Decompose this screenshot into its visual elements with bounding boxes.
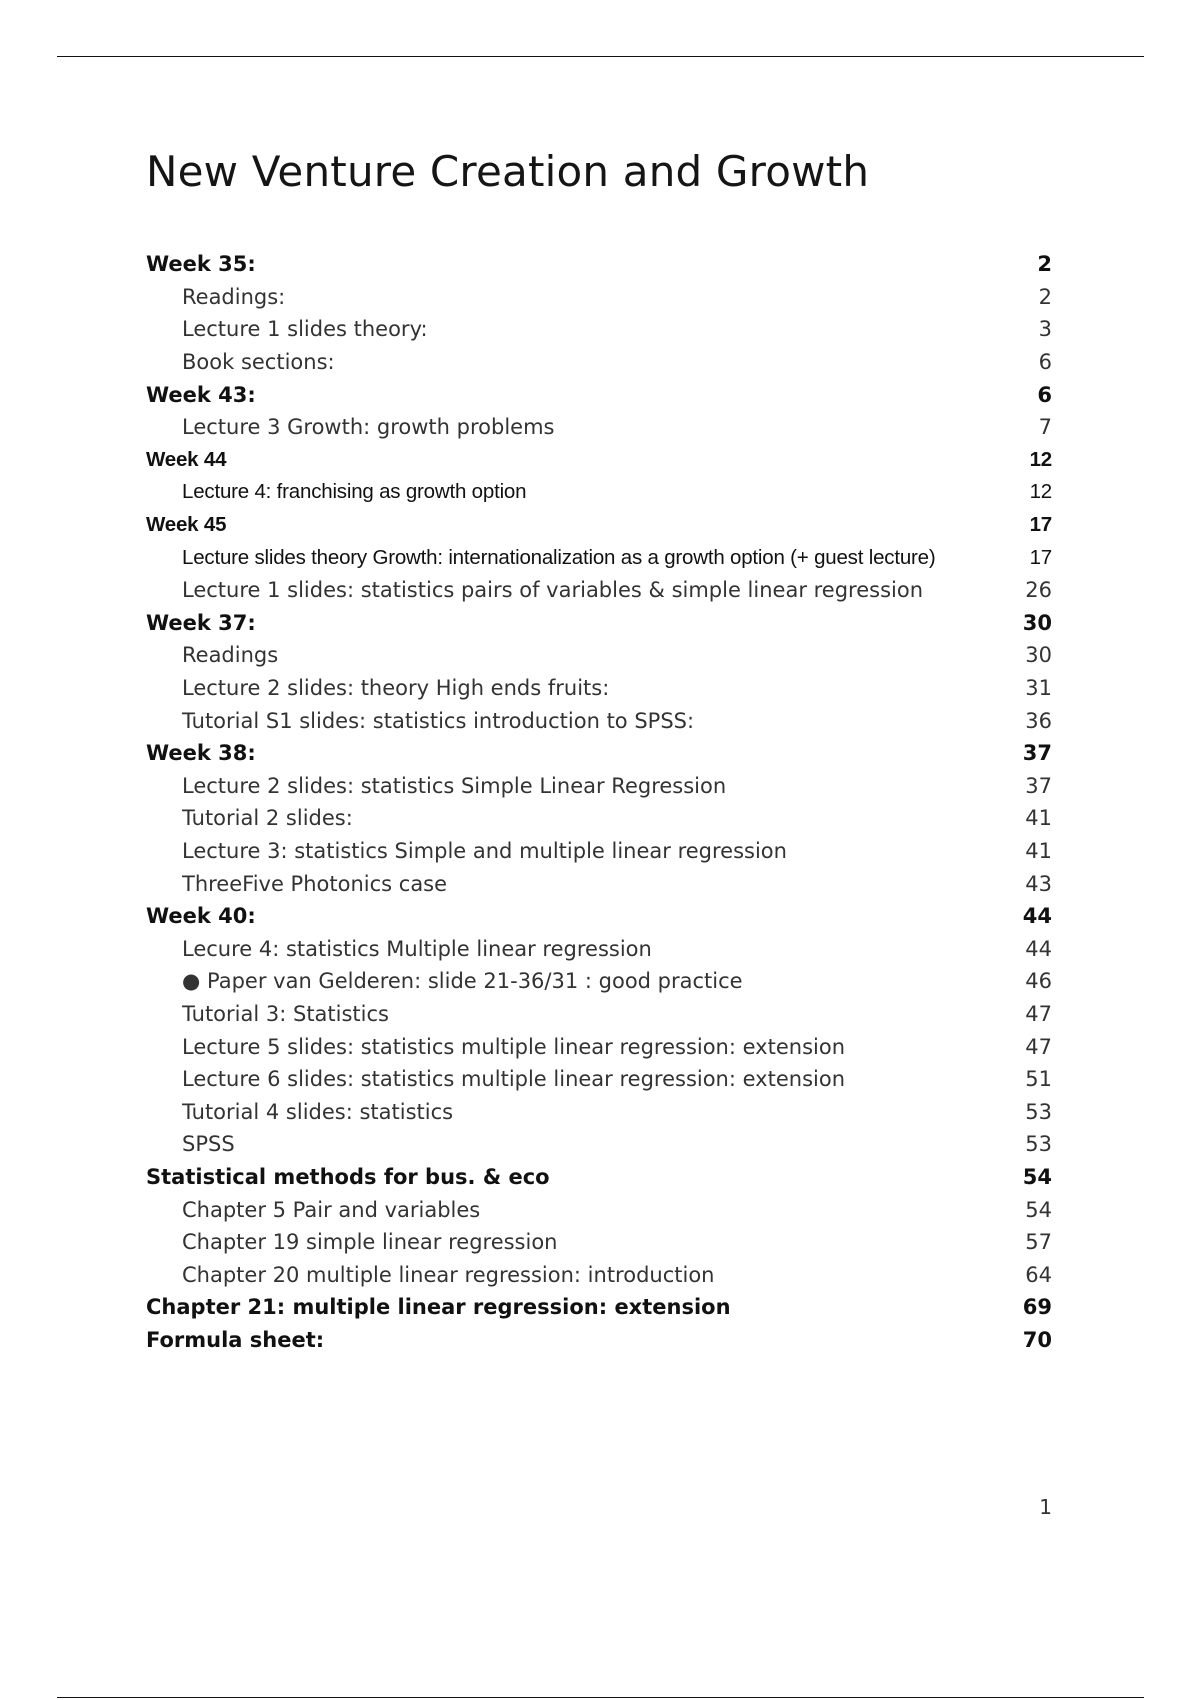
toc-entry-page: 70 [1022, 1327, 1052, 1352]
toc-section-entry[interactable] [146, 1291, 1052, 1324]
toc-entry-label: Tutorial 4 slides: statistics [182, 1099, 454, 1124]
toc-entry-label: Chapter 5 Pair and variables [182, 1197, 481, 1222]
toc-entry-label: Readings [182, 643, 279, 668]
toc-subsection-entry[interactable] [146, 411, 1052, 444]
toc-entry-label: Statistical methods for bus. & eco [146, 1164, 550, 1189]
toc-entry-page: 37 [1022, 741, 1052, 766]
toc-entry-label: SPSS [182, 1132, 235, 1157]
toc-subsection-entry[interactable] [146, 672, 1052, 705]
toc-entry-label: Week 40: [146, 904, 256, 929]
toc-subsection-entry[interactable] [146, 639, 1052, 672]
toc-entry-page: 51 [1025, 1067, 1052, 1092]
toc-subsection-entry[interactable] [146, 476, 1052, 509]
toc-subsection-entry[interactable] [146, 1258, 1052, 1291]
toc-entry-page: 31 [1025, 676, 1052, 701]
toc-entry-label: Lecture slides theory Growth: internationalization as a growth option (+ guest lecture) [182, 545, 936, 569]
toc-subsection-entry[interactable] [146, 1030, 1052, 1063]
toc-entry-page: 41 [1025, 838, 1052, 863]
toc-entry-label: Readings: [182, 284, 286, 309]
toc-entry-page: 2 [1037, 252, 1052, 277]
toc-entry-label: Week 35: [146, 252, 256, 277]
toc-entry-page: 30 [1025, 643, 1052, 668]
toc-entry-page: 43 [1025, 871, 1052, 896]
toc-entry-label: Lecture 5 slides: statistics multiple linear regression: extension [182, 1034, 845, 1059]
toc-subsection-entry[interactable] [146, 574, 1052, 607]
toc-section-entry[interactable] [146, 1161, 1052, 1194]
toc-entry-page: 64 [1025, 1262, 1052, 1287]
toc-entry-label: Book sections: [182, 350, 335, 375]
toc-entry-label: Chapter 19 simple linear regression [182, 1230, 558, 1255]
toc-entry-label: Week 44 [146, 447, 227, 471]
toc-entry-page: 6 [1037, 382, 1052, 407]
toc-section-entry[interactable] [146, 1324, 1052, 1357]
toc-entry-page: 47 [1025, 1001, 1052, 1026]
toc-section-entry[interactable] [146, 900, 1052, 933]
toc-section-entry[interactable] [146, 378, 1052, 411]
toc-entry-label: ● Paper van Gelderen: slide 21-36/31 : good practice [182, 969, 743, 994]
page-number: 1 [1039, 1495, 1052, 1519]
toc-subsection-entry[interactable] [146, 965, 1052, 998]
toc-section-entry[interactable] [146, 509, 1052, 542]
toc-entry-page: 69 [1022, 1295, 1052, 1320]
toc-entry-label: Lecture 1 slides theory: [182, 317, 428, 342]
toc-subsection-entry[interactable] [146, 346, 1052, 379]
toc-entry-label: Lecture 4: franchising as growth option [182, 480, 527, 504]
toc-subsection-entry[interactable] [146, 835, 1052, 868]
toc-entry-page: 30 [1022, 610, 1052, 635]
toc-entry-page: 54 [1022, 1164, 1052, 1189]
toc-entry-page: 37 [1025, 773, 1052, 798]
toc-entry-page: 17 [1029, 545, 1052, 569]
toc-subsection-entry[interactable] [146, 1063, 1052, 1096]
toc-subsection-entry[interactable] [146, 867, 1052, 900]
toc-entry-label: Lecure 4: statistics Multiple linear regression [182, 936, 652, 961]
toc-entry-page: 47 [1025, 1034, 1052, 1059]
toc-entry-label: Tutorial 2 slides: [182, 806, 353, 831]
toc-subsection-entry[interactable] [146, 704, 1052, 737]
toc-entry-page: 3 [1038, 317, 1052, 342]
toc-entry-label: Week 43: [146, 382, 256, 407]
table-of-contents [146, 248, 1052, 1356]
bottom-rule [57, 1697, 1144, 1698]
toc-entry-label: Lecture 3 Growth: growth problems [182, 415, 555, 440]
toc-subsection-entry[interactable] [146, 281, 1052, 314]
toc-section-entry[interactable] [146, 737, 1052, 770]
toc-entry-label: Lecture 2 slides: statistics Simple Linear Regression [182, 773, 727, 798]
toc-entry-label: ThreeFive Photonics case [182, 871, 448, 896]
toc-subsection-entry[interactable] [146, 932, 1052, 965]
toc-section-entry[interactable] [146, 607, 1052, 640]
toc-entry-page: 2 [1038, 284, 1052, 309]
toc-entry-page: 54 [1025, 1197, 1052, 1222]
toc-subsection-entry[interactable] [146, 313, 1052, 346]
toc-entry-page: 46 [1025, 969, 1052, 994]
toc-subsection-entry[interactable] [146, 998, 1052, 1031]
toc-entry-page: 17 [1029, 513, 1052, 537]
toc-entry-page: 6 [1038, 350, 1052, 375]
document-title: New Venture Creation and Growth [146, 147, 870, 196]
toc-entry-label: Lecture 1 slides: statistics pairs of variables & simple linear regression [182, 578, 924, 603]
toc-entry-page: 44 [1025, 936, 1052, 961]
toc-entry-label: Lecture 6 slides: statistics multiple linear regression: extension [182, 1067, 845, 1092]
toc-entry-label: Formula sheet: [146, 1327, 325, 1352]
toc-entry-label: Week 38: [146, 741, 256, 766]
toc-entry-page: 53 [1025, 1099, 1052, 1124]
toc-entry-label: Lecture 2 slides: theory High ends fruits: [182, 676, 610, 701]
toc-section-entry[interactable] [146, 248, 1052, 281]
toc-subsection-entry[interactable] [146, 1095, 1052, 1128]
toc-subsection-entry[interactable] [146, 770, 1052, 803]
toc-entry-page: 36 [1025, 708, 1052, 733]
toc-entry-page: 12 [1029, 447, 1052, 471]
top-rule [57, 56, 1144, 57]
toc-entry-page: 41 [1025, 806, 1052, 831]
toc-entry-page: 26 [1025, 578, 1052, 603]
toc-entry-label: Chapter 20 multiple linear regression: introduction [182, 1262, 715, 1287]
toc-entry-label: Tutorial 3: Statistics [182, 1001, 389, 1026]
toc-entry-label: Tutorial S1 slides: statistics introduction to SPSS: [182, 708, 695, 733]
toc-entry-page: 57 [1025, 1230, 1052, 1255]
toc-subsection-entry[interactable] [146, 1226, 1052, 1259]
toc-entry-page: 12 [1029, 480, 1052, 504]
toc-entry-page: 53 [1025, 1132, 1052, 1157]
toc-entry-label: Lecture 3: statistics Simple and multiple linear regression [182, 838, 787, 863]
toc-section-entry[interactable] [146, 444, 1052, 477]
toc-entry-page: 7 [1038, 415, 1052, 440]
toc-entry-label: Week 37: [146, 610, 256, 635]
toc-entry-label: Chapter 21: multiple linear regression: extension [146, 1295, 731, 1320]
toc-entry-label: Week 45 [146, 513, 227, 537]
toc-subsection-entry[interactable] [146, 1193, 1052, 1226]
toc-subsection-entry[interactable] [146, 541, 1052, 574]
toc-subsection-entry[interactable] [146, 802, 1052, 835]
toc-entry-page: 44 [1022, 904, 1052, 929]
toc-subsection-entry[interactable] [146, 1128, 1052, 1161]
